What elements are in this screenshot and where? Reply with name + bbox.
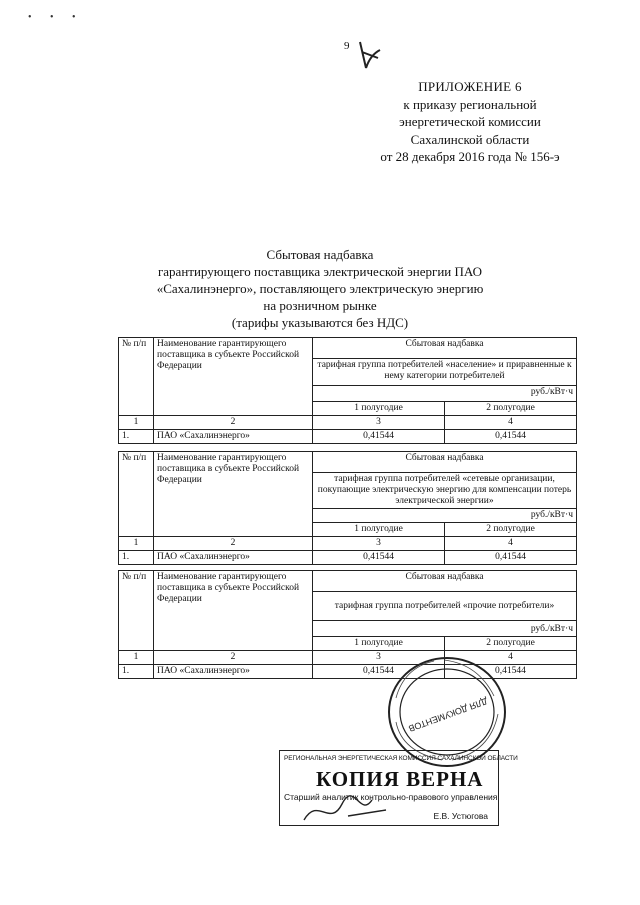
half-1: 1 полугодие (313, 402, 445, 416)
appendix-line: ПРИЛОЖЕНИЕ 6 (418, 79, 522, 94)
unit: руб./кВт·ч (313, 509, 577, 523)
row-num: 1. (119, 551, 154, 565)
row-value-2: 0,41544 (444, 665, 576, 679)
handwritten-signature (300, 790, 390, 830)
page-mark-scribble-icon (356, 38, 384, 72)
tariff-group: тарифная группа потребителей «прочие потребители» (313, 592, 577, 621)
seal-center-text: ДЛЯ ДОКУМЕНТОВ (407, 695, 489, 734)
row-name: ПАО «Сахалинэнерго» (154, 665, 313, 679)
title-line: «Сахалинэнерго», поставляющего электрическую энергию (156, 281, 484, 296)
stamp-org: РЕГИОНАЛЬНАЯ ЭНЕРГЕТИЧЕСКАЯ КОМИССИЯ САХАЛИНСКОЙ ОБЛАСТИ (284, 755, 518, 762)
index-cell: 1 (119, 651, 154, 665)
row-value-2: 0,41544 (445, 551, 577, 565)
row-name: ПАО «Сахалинэнерго» (154, 430, 313, 444)
appendix-line: энергетической комиссии (399, 114, 541, 129)
table-row (119, 551, 577, 565)
stamp-position: Старший аналитик контрольно-правового управления (284, 792, 498, 802)
index-cell: 2 (154, 651, 313, 665)
index-cell: 2 (154, 537, 313, 551)
index-cell: 4 (444, 651, 576, 665)
header-markup: Сбытовая надбавка (313, 452, 577, 473)
unit: руб./кВт·ч (313, 621, 577, 637)
row-num: 1. (119, 665, 154, 679)
document-title (120, 246, 520, 331)
stamp-signer-name: Е.В. Устюгова (433, 811, 488, 821)
tariff-group: тарифная группа потребителей «население» и приравненные к нему категории потребителей (313, 359, 577, 386)
header-num: № п/п (119, 452, 154, 537)
appendix-line: от 28 декабря 2016 года № 156-э (380, 149, 560, 164)
half-2: 2 полугодие (444, 637, 576, 651)
title-line: (тарифы указываются без НДС) (231, 315, 409, 330)
header-num: № п/п (119, 338, 154, 416)
index-cell: 3 (313, 651, 445, 665)
index-cell: 2 (154, 416, 313, 430)
index-cell: 1 (119, 416, 154, 430)
index-cell: 3 (313, 537, 445, 551)
title-line: на розничном рынке (263, 298, 377, 313)
tariff-group: тарифная группа потребителей «сетевые организации, покупающие электрическую энергию для компенсации потерь электрической энергии» (313, 473, 577, 509)
index-cell: 3 (313, 416, 445, 430)
half-2: 2 полугодие (445, 523, 577, 537)
title-line: гарантирующего поставщика электрической энергии ПАО (157, 264, 483, 279)
unit: руб./кВт·ч (313, 386, 577, 402)
page-number: 9 (344, 40, 350, 52)
tariff-table-1 (118, 337, 577, 444)
index-cell: 4 (445, 537, 577, 551)
appendix-header (340, 78, 600, 166)
header-name: Наименование гарантирующего поставщика в субъекте Российской Федерации (154, 452, 313, 537)
table-row (119, 430, 577, 444)
header-markup: Сбытовая надбавка (313, 571, 577, 592)
title-line: Сбытовая надбавка (266, 247, 374, 262)
row-value-1: 0,41544 (313, 430, 445, 444)
half-1: 1 полугодие (313, 637, 445, 651)
index-cell: 4 (445, 416, 577, 430)
row-value-1: 0,41544 (313, 551, 445, 565)
header-markup: Сбытовая надбавка (313, 338, 577, 359)
half-2: 2 полугодие (445, 402, 577, 416)
appendix-line: к приказу региональной (403, 96, 537, 112)
row-num: 1. (119, 430, 154, 444)
row-name: ПАО «Сахалинэнерго» (154, 551, 313, 565)
row-value-1: 0,41544 (313, 665, 445, 679)
scan-specks: • • • (28, 12, 84, 23)
header-num: № п/п (119, 571, 154, 651)
stamp-title: КОПИЯ ВЕРНА (316, 767, 484, 791)
index-cell: 1 (119, 537, 154, 551)
row-value-2: 0,41544 (445, 430, 577, 444)
tariff-table-2 (118, 451, 577, 565)
header-name: Наименование гарантирующего поставщика в субъекте Российской Федерации (154, 571, 313, 651)
half-1: 1 полугодие (313, 523, 445, 537)
header-name: Наименование гарантирующего поставщика в субъекте Российской Федерации (154, 338, 313, 416)
appendix-line: Сахалинской области (410, 131, 530, 147)
